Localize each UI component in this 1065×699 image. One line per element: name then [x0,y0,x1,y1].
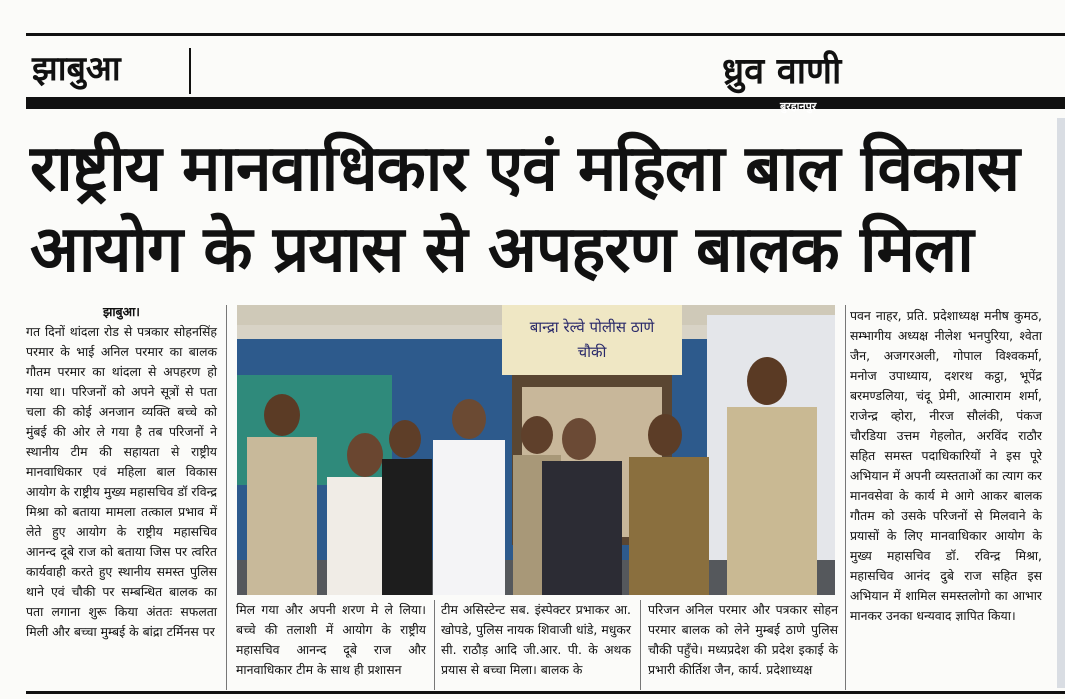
column-rule [434,600,435,690]
svg-text:चौकी: चौकी [577,343,607,361]
section-name: झाबुआ [32,49,121,89]
newspaper-name: ध्रुव वाणी [722,51,842,92]
article-column-2 [236,600,426,690]
page-bottom-rule [26,691,1065,694]
article-text-col-5: पवन नाहर, प्रति. प्रदेशाध्यक्ष मनीष कुमठ, सम्भागीय अध्यक्ष नीलेश भनपुरिया, श्वेता जैन, अजगरअली, गोपाल विश्वकर्मा, मनोज उपाध्याय, दशरथ कट्ठा, भूपेंद्र बरमण्डलिया, चंदू प्रेमी, आत्माराम शर्मा, राजेन्द्र व्होरा, नीरज सौलंकी, पंकज चौरडिया उत्तम गेहलोत, अरविंद राठौर सहित समस्त पदाधिकारियों ने इस पूरे अभियान में अपनी व्यस्तताओं का त्याग कर मानवसेवा के कार्य मे आगे आकर बालक गौतम को उसके परिजनों से मिलवाने के प्रयासों के लिए मानवाधिकार आयोग के मुख्य महासचिव डॉ. रविन्द्र मिश्रा, महासचिव आनंद दुबे राज सहित इस अभियान में शामिल समस्तलोगो का आभार मानकर उनका धन्यवाद ज्ञापित किया। [850,308,1042,623]
masthead-top-rule [26,33,1065,36]
headline-line-2: आयोग के प्रयास से अपहरण बालक मिला [30,213,973,287]
article-text-col-3: टीम असिस्टेन्ट सब. इंस्पेक्टर प्रभाकर आ. खोपडे, पुलिस नायक शिवाजी धांडे, मधुकर सी. राठौड़ आदि जी.आर. पी. के अथक प्रयास से बच्चा मिला। बालक के [441,602,631,677]
masthead-divider [189,48,191,94]
article-column-4 [648,600,838,690]
station-sign-text: बान्द्रा रेल्वे पोलीस ठाणे [529,318,655,336]
headline-line-1: राष्ट्रीय मानवाधिकार एवं महिला बाल विकास [30,132,1020,206]
news-photo [237,305,835,595]
column-rule [226,305,227,690]
column-rule [845,305,846,690]
adjacent-page-edge [1057,118,1065,688]
article-column-3 [441,600,631,690]
police-station-group-photo [237,305,835,595]
article-column-1 [26,302,217,642]
edition-city: बुरहानपुर [780,100,817,113]
article-column-5 [850,306,1042,626]
masthead-bottom-band [26,97,1065,109]
dateline: झाबुआ। [102,304,140,319]
article-text-col-4: परिजन अनिल परमार और पत्रकार सोहन परमार बालक को लेने मुम्बई ठाणे पुलिस चौकी पहुँचे। मध्यप्रदेश की प्रदेश इकाई के प्रभारी कीर्तिश जैन, कार्य. प्रदेशाध्यक्ष [648,602,838,677]
article-text-col-2: मिल गया और अपनी शरण मे ले लिया। बच्चे की तलाशी में आयोग के राष्ट्रीय महासचिव आनन्द दूबे राज और मानवाधिकार टीम के साथ ही प्रशासन [236,602,426,677]
column-rule [640,600,641,690]
article-text-col-1: गत दिनों थांदला रोड से पत्रकार सोहनसिंह परमार के भाई अनिल परमार का बालक गौतम परमार का थांदला से अपहरण हो गया था। परिजनों को अपने सूत्रों से पता चला की कोई अनजान व्यक्ति बच्चे को मुंबई की ओर ले गया है तब परिजनों ने स्थानीय टीम की सहायता से राष्ट्रीय मानवाधिकार एवं महिला बाल विकास आयोग के राष्ट्रीय मुख्य महासचिव डॉ रविन्द्र मिश्रा को बताया मामला तत्काल प्रभाव में लेते हुए आयोग के राष्ट्रीय महासचिव आनन्द दूबे राज को बताया जिस पर त्वरित कार्यवाही करते हुए स्थानीय समस्त पुलिस थाने एवं चौकी पर सम्बन्धित बालक का पता लगाना शुरू किया अंततः सफलता मिली और बच्चा मुम्बई के बांद्रा टर्मिनस पर [26,324,217,639]
